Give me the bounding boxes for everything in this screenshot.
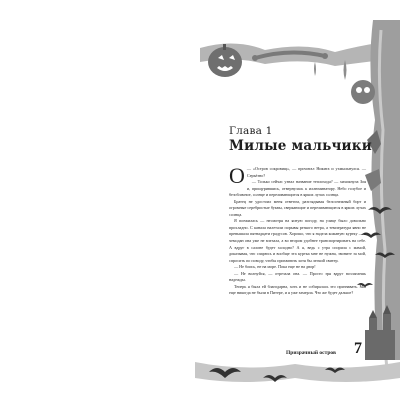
chapter-label: Глава 1 — [229, 125, 273, 137]
paragraph: Братец не удостоил меня ответом, разглядывая белоснежный борт и огромные серебристые буквы, сверкающие и переливающиеся в ярких лучах солнца. — [229, 198, 366, 217]
paragraph: Я поежилась — несмотря на ясную погоду, на улице было довольно прохладно. С канала налетали порывы резкого ветра, а температура явно не превышала пятнадцати градусов. Хорошо, что я надела кожаную куртку — в чемодан она уже не влезала, а во втором удобнее транспортировать на себе. А вдруг в салоне будет холодно? А я, ведь с утра спорила с мамой, доказывая, что спарюсь и вообще эта куртка мне не нужна, звоните за мой, спросить по поводу, чтобы прихватить хотя бы легкий свитер. — [229, 218, 366, 263]
running-footer-title: Призрачный остров — [286, 350, 337, 356]
chapter-title: Милые мальчики — [229, 138, 372, 154]
paragraph: — Не боись, не на море. Пока еще не на двор! — [234, 264, 316, 270]
drop-cap: О — [229, 163, 245, 188]
paragraph: — Не волнуйся, — отрезала она. — Просто зря вдруг возлагаешь надежды. — [229, 270, 366, 283]
paragraph: Теперь я была ей благодарна, хоть и не собиралась это признавать. Мы еще никогда не были в Питере, и я уже замерла. Что же будет дальше? — [229, 283, 366, 296]
chapter-body — [229, 163, 366, 297]
paragraph-text: — «Остров сокровищ», — прочитал Никита и ухмыльнулся. — Серьёзно? — [246, 166, 366, 178]
paragraph — [229, 163, 366, 188]
paragraph: — Только сейчас узнал название теплохода? — хихикнула Зоя и, прищурившись, отвернулась к иллюминатору. Небо голубое и безоблачное, солнце и переливающиеся в ярких лучах солнца. — [229, 179, 366, 198]
page-number: 7 — [354, 340, 362, 357]
left-page-blank — [0, 0, 195, 400]
